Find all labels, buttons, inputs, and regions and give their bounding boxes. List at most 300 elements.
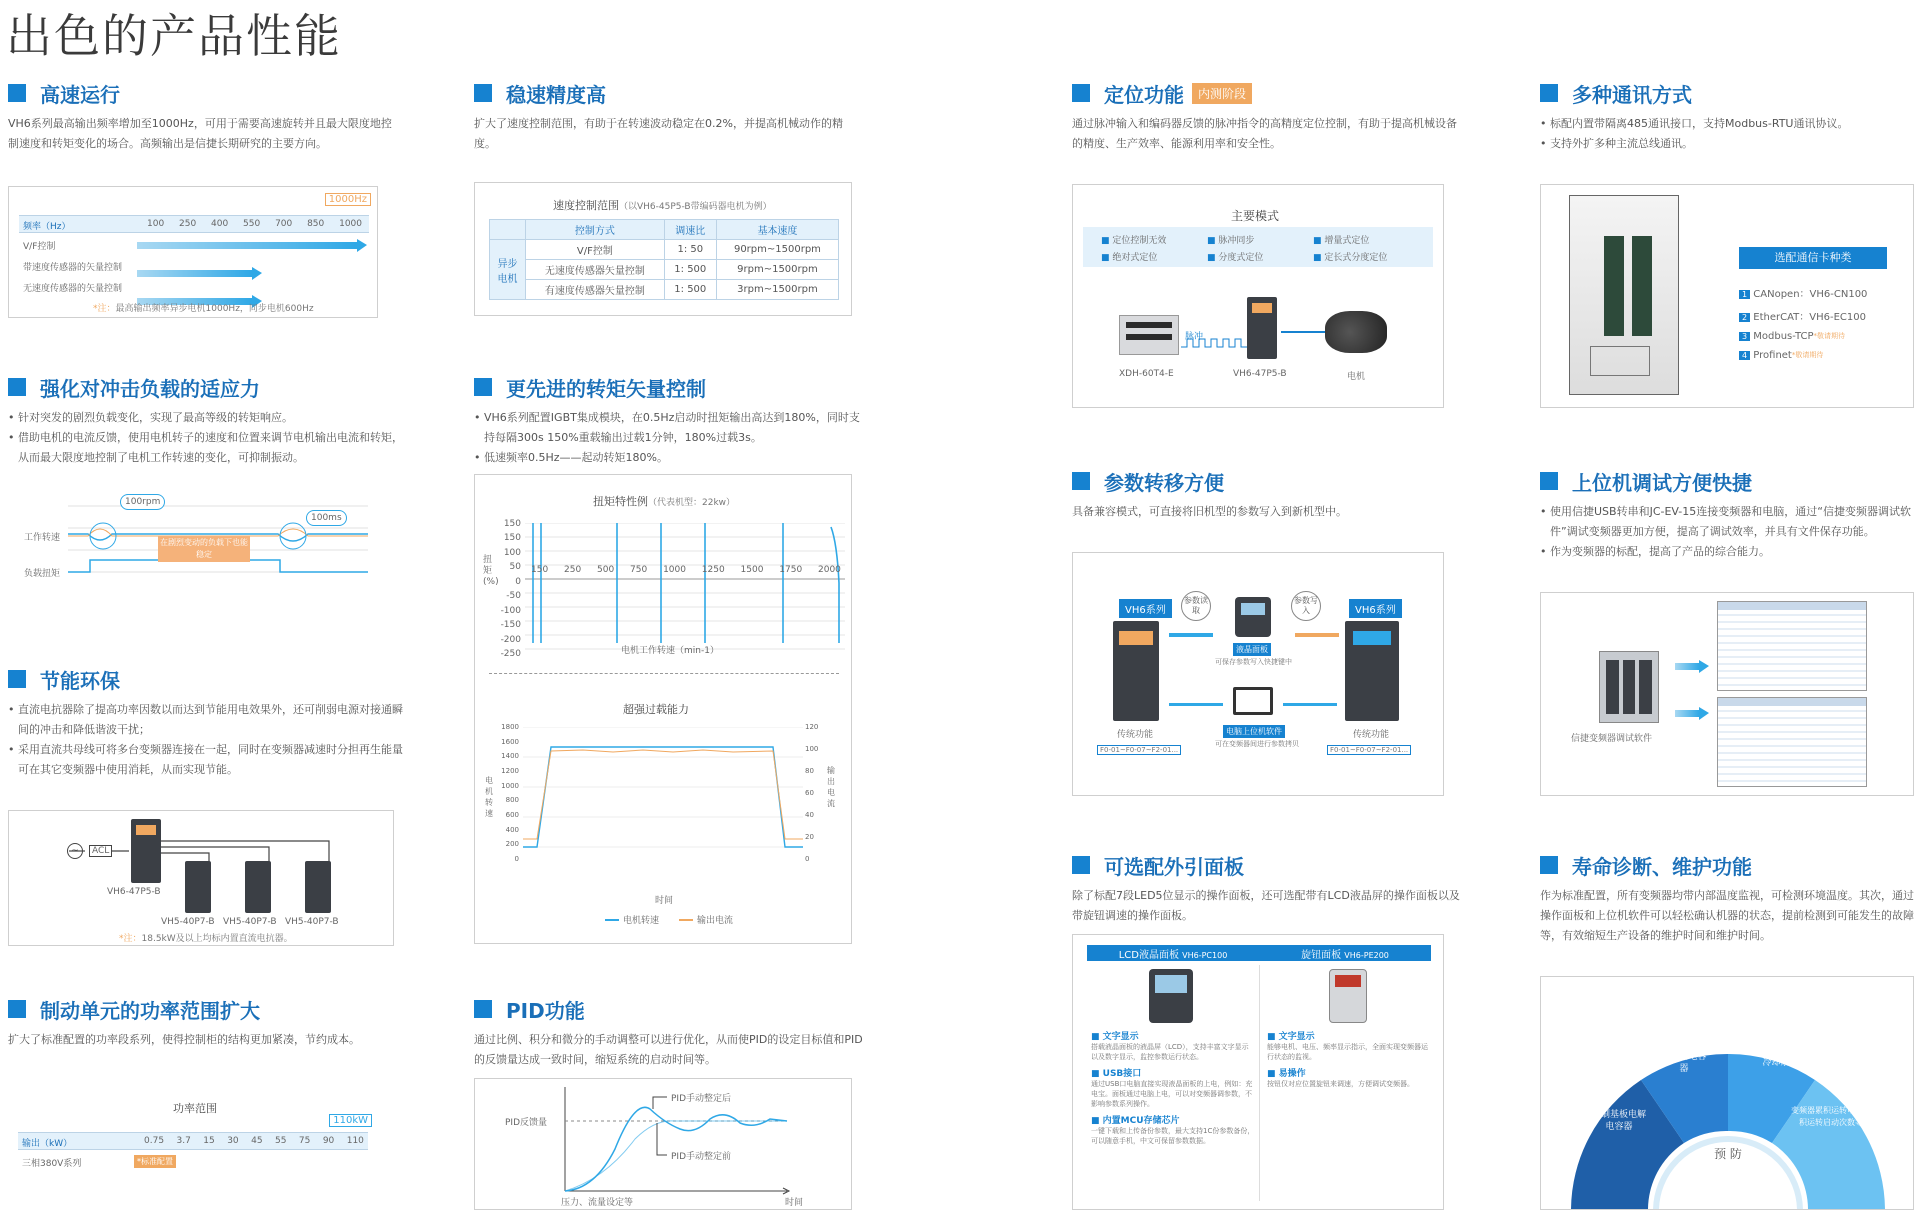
overload-yl: 电机转速 (485, 776, 493, 818)
inverter-exploded-image (1569, 195, 1679, 395)
mode-label: 分度式定位 (1218, 253, 1264, 263)
power-tick: 3.7 (176, 1136, 191, 1146)
segment-label: 冷却扇 (1762, 1058, 1790, 1068)
feature-desc: 一键下载和上传备份参数，最大支持1C份参数备份，可以随意手机，中文可保留参数数据。 (1091, 1127, 1255, 1145)
pid-ylabel: PID反馈量 (505, 1118, 548, 1128)
table-cell: 1: 500 (664, 260, 716, 280)
mode-label: 定位控制无效 (1112, 236, 1167, 246)
list-item: • 标配内置带隔离485通讯接口，支持Modbus-RTU通讯协议。 (1540, 114, 1910, 134)
overload-ytick: 600 (505, 810, 519, 819)
section-high-speed (8, 78, 418, 154)
overload-ytick: 1000 (501, 781, 519, 790)
torque-title-line (593, 493, 735, 509)
power-tick: 90 (322, 1136, 335, 1146)
table-header-row (490, 220, 839, 240)
overload-ytick-right: 0 (805, 855, 810, 863)
table-title: 速度控制范围 (553, 199, 619, 212)
feature-marker: ■ (1091, 1032, 1103, 1042)
arrow-to-software (1675, 710, 1699, 717)
table-cell: 1: 50 (664, 240, 716, 260)
freq-note-line (93, 301, 314, 314)
feature-marker: ■ (1091, 1116, 1103, 1126)
section-title: 高速运行 (40, 82, 120, 107)
section-text: 除了标配7段LED5位显示的操作面板，还可选配带有LCD液晶屏的操作面板以及带旋钮调速的操作面板。 (1072, 889, 1460, 922)
table-subtitle: （以VH6-45P5-B带编码器电机为例） (619, 202, 772, 212)
section-text: 通过脉冲输入和编码器反馈的脉冲指令的高精度定位控制，有助于提高机械设备的精度、生产效率、能源利用率和安全性。 (1072, 117, 1457, 150)
new-series-chip: VH6系列 (1349, 599, 1402, 618)
freq-tick: 100 (147, 219, 165, 229)
torque-ytick: -50 (506, 591, 521, 602)
energy-note: 18.5kW及以上均标内置直流电抗器。 (141, 934, 293, 944)
knob-header (1259, 946, 1431, 961)
dc-bus-diagram (8, 810, 394, 946)
feature-title (1091, 1066, 1255, 1079)
feature-title-text: 文字显示 (1278, 1032, 1315, 1042)
overload-title: 超强过载能力 (623, 703, 689, 716)
panel-chip: 液晶面板 (1233, 643, 1271, 656)
old-function-label: 传统功能 (1117, 730, 1154, 740)
mode-label: 增量式定位 (1324, 236, 1370, 246)
legend-label: 电机转速 (623, 916, 660, 926)
link-line (1281, 331, 1325, 333)
section-title: 制动单元的功率范围扩大 (40, 998, 260, 1023)
torque-subtitle: （代表机型：22kw） (648, 498, 736, 508)
pid-chart (474, 1078, 852, 1210)
lcd-panel-image (1235, 597, 1271, 637)
overload-ytick: 1600 (501, 737, 519, 746)
torque-ylabel: 扭矩(%) (483, 555, 499, 587)
write-badge (1291, 591, 1321, 621)
section-list (1540, 114, 1910, 154)
pid-plot (475, 1079, 852, 1210)
section-pc-debug (1540, 466, 1920, 562)
chart-title: 功率范围 (173, 1102, 217, 1115)
sub-inverter-label: VH5-40P7-B (161, 917, 215, 927)
list-item: • 针对突发的剧烈负载变化，实现了最高等级的转矩响应。 (8, 408, 403, 428)
mode-item: ■ 增量式定位 (1313, 236, 1370, 246)
list-item: • 直流电抗器除了提高功率因数以而达到节能用电效果外，还可削弱电源对接通瞬间的冲击和降低谐波干扰； (8, 700, 403, 740)
torque-charts-box (474, 474, 852, 944)
lcd-features (1091, 1029, 1255, 1146)
torque-xlabel: 电机工作转速（min-1） (621, 646, 719, 656)
torque-xtick: 2000 (818, 565, 841, 575)
panel-divider (1259, 965, 1260, 1201)
table-corner (490, 220, 526, 240)
section-title: 更先进的转矩矢量控制 (506, 376, 706, 401)
section-marker (1540, 856, 1558, 874)
section-title: 上位机调试方便快捷 (1572, 470, 1752, 495)
label-torque: 负载扭矩 (24, 569, 61, 579)
section-title: 节能环保 (40, 668, 120, 693)
mode-label: 绝对式定位 (1112, 253, 1158, 263)
inverters-image (1599, 651, 1659, 723)
table-cell: V/F控制 (526, 240, 665, 260)
section-communication (1540, 78, 1920, 154)
freq-row-label: 无速度传感器的矢量控制 (23, 284, 123, 294)
torque-ytick: 50 (509, 562, 521, 573)
old-code: F0-01~F0-07~F2-01... (1097, 745, 1181, 755)
badge-ms: 100ms (306, 510, 347, 526)
section-title: 可选配外引面板 (1104, 854, 1244, 879)
stable-text: 在剧烈变动的负载下也能稳定 (160, 538, 248, 559)
badge-rpm: 100rpm (120, 494, 165, 510)
section-param-transfer (1072, 466, 1482, 522)
torque-ytick: -150 (500, 620, 521, 631)
pc-debug-box (1540, 592, 1914, 796)
freq-row-label: V/F控制 (23, 242, 56, 252)
section-brake-unit (8, 994, 418, 1050)
stable-text-2: 转速稳定 (188, 562, 220, 571)
freq-tick: 400 (211, 219, 229, 229)
new-inverter-image (1345, 621, 1399, 721)
section-marker (1072, 472, 1090, 490)
section-marker (8, 1000, 26, 1018)
power-range-chart (8, 1098, 378, 1178)
device-label: 电机 (1347, 372, 1366, 382)
section-title: 稳速精度高 (506, 82, 606, 107)
section-title: 寿命诊断、维护功能 (1572, 854, 1752, 879)
overload-ytick: 800 (505, 796, 519, 805)
feature-desc: 能够电机、电压、频率显示指示，全面实现变频器运行状态的监视。 (1267, 1043, 1428, 1061)
section-marker (1540, 84, 1558, 102)
section-marker (474, 378, 492, 396)
card-number: 2 (1739, 313, 1750, 322)
mode-item: ■ 定位控制无效 (1101, 236, 1167, 246)
table-cell: 90rpm~1500rpm (716, 240, 838, 260)
sub-inverter-image (185, 861, 211, 913)
modes-grid (1083, 227, 1433, 267)
table-header-cell: 调速比 (664, 220, 716, 240)
section-list (8, 408, 403, 468)
list-item: • 采用直流共母线可将多台变频器连接在一起，同时在变频器减速时分担再生能量可在其它变频器中使用消耗，从而实现节能。 (8, 740, 403, 780)
param-transfer-box (1072, 552, 1444, 796)
software-window-2 (1717, 697, 1867, 787)
note-mark: *注： (119, 934, 142, 944)
segment-label: 主电路电容器 (1661, 1052, 1707, 1074)
list-item: • 借助电机的电流反馈，使用电机转子的速度和位置来调节电机输出电流和转矩，从而最大限度地控制了电机工作转速的变化，可抑制振动。 (8, 428, 403, 468)
section-speed-accuracy (474, 78, 884, 154)
section-marker (8, 84, 26, 102)
section-text: 通过比例、积分和微分的手动调整可以进行优化，从而使PID的设定目标值和PID的反馈量达成一致时间，缩短系统的启动时间等。 (474, 1033, 863, 1066)
freq-note: 最高输出频率异步电机1000Hz，同步电机600Hz (115, 304, 314, 314)
page-title: 出色的产品性能 (6, 9, 342, 63)
torque-ytick: 100 (503, 547, 521, 558)
torque-xtick: 1500 (740, 565, 764, 575)
section-text: 具备兼容模式，可直接将旧机型的参数写入到新机型中。 (1072, 505, 1347, 518)
pid-xlabel: 压力、流量设定等 (561, 1198, 634, 1208)
list-item: • VH6系列配置IGBT集成模块，在0.5Hz启动时扭矩输出高达到180%，同时支持每隔300s 150%重载输出过载1分钟，180%过载3s。 (474, 408, 864, 448)
lcd-panel-image (1149, 969, 1193, 1023)
new-function-label: 传统功能 (1353, 730, 1390, 740)
freq-ticks (147, 219, 362, 229)
mode-label: 脉冲同步 (1218, 236, 1255, 246)
pc-note: 可在变频器间进行参数拷贝 (1215, 740, 1299, 748)
pulse-label: 脉冲 (1185, 332, 1204, 342)
overload-ytick: 1200 (501, 766, 519, 775)
card-extra: *敬请期待 (1813, 332, 1845, 340)
feature-marker: ■ (1267, 1032, 1279, 1042)
pc-arrow-right (1283, 703, 1337, 706)
freq-tick: 700 (275, 219, 293, 229)
lcd-model: VH6-PC100 (1182, 950, 1228, 960)
feature-marker: ■ (1267, 1069, 1279, 1079)
section-text: 扩大了标准配置的功率段系列，使得控制柜的结构更加紧凑，节约成本。 (8, 1033, 360, 1046)
overload-ytick-right: 40 (805, 811, 814, 819)
card-number: 3 (1739, 332, 1750, 341)
list-item: • 使用信捷USB转串和JC-EV-15连接变频器和电脑，通过“信捷变频器调试软件”调试变频器更加方便，提高了调试效率，并具有文件保存功能。 (1540, 502, 1914, 542)
card-number: 4 (1739, 351, 1750, 360)
table-title-line (553, 197, 772, 213)
freq-tick: 1000 (339, 219, 362, 229)
knob-title: 旋钮面板 (1301, 949, 1342, 961)
feature-title-text: 易操作 (1278, 1069, 1306, 1079)
section-list (1540, 502, 1914, 562)
lcd-header (1087, 946, 1259, 961)
torque-xtick: 1000 (663, 565, 686, 575)
freq-label: 频率（Hz） (23, 222, 71, 232)
freq-bar-vf (137, 242, 357, 249)
mode-label: 定长式分度定位 (1324, 253, 1388, 263)
section-text: VH6系列最高输出频率增加至1000Hz，可用于需要高速旋转并且最大限度地控制速度和转矩变化的场合。高频输出是信捷长期研究的主要方向。 (8, 117, 392, 150)
legend-item (679, 913, 733, 926)
torque-ytick: -100 (500, 605, 521, 616)
torque-xtick: 750 (630, 565, 648, 575)
beta-tag: 内测阶段 (1192, 83, 1252, 104)
plc-image (1119, 315, 1179, 355)
pid-time: 时间 (785, 1198, 804, 1208)
speed-range-table (489, 219, 839, 300)
freq-tick: 250 (179, 219, 197, 229)
knob-model: VH6-PE200 (1344, 950, 1389, 960)
section-title: PID功能 (506, 998, 585, 1023)
label-speed: 工作转速 (24, 533, 61, 543)
software-label: 信捷变频器调试软件 (1571, 734, 1653, 744)
read-badge (1181, 591, 1211, 621)
section-text: 扩大了速度控制范围，有助于在转速波动稳定在0.2%，并提高机械动作的精度。 (474, 117, 843, 150)
power-tick: 45 (251, 1136, 263, 1146)
overload-yticks-right (805, 723, 823, 863)
segment-label: 变频器累积运转电机累积运转启动次数等 (1791, 1106, 1871, 1127)
lcd-title: LCD液晶面板 (1118, 949, 1179, 961)
table-row (490, 240, 839, 260)
overload-xlabel: 时间 (655, 896, 674, 906)
mode-item: ■ 脉冲同步 (1207, 236, 1255, 246)
positioning-box (1072, 184, 1444, 408)
torque-xtick: 150 (531, 565, 549, 575)
table-header-cell: 基本速度 (716, 220, 838, 240)
note-mark: *注： (93, 304, 116, 314)
power-tick: 30 (227, 1136, 239, 1146)
torque-yticks (497, 519, 521, 659)
feature-desc: 通过USB口电脑直接实现液晶面板的上电，例如：充电宝。面板通过电脑上电，可以对变频器调参数，不影响参数系列操作。 (1091, 1080, 1253, 1108)
energy-note-line (119, 931, 293, 944)
sub-inverter-label: VH5-40P7-B (223, 917, 277, 927)
feature-title (1267, 1066, 1431, 1079)
card-text: CANopen：VH6-CN100 (1753, 289, 1868, 300)
card-item (1739, 285, 1899, 300)
power-series: 三相380V系列 (22, 1159, 82, 1169)
torque-plot (525, 523, 845, 659)
section-marker (474, 84, 492, 102)
section-text: 作为标准配置，所有变频器均带内部温度监视，可检测环境温度。其次，通过操作面板和上位机软件可以轻松确认机器的状态，提前检测到可能发生的故障等，有效缩短生产设备的维护时间和维护时间。 (1540, 889, 1914, 942)
table-cell: 无速度传感器矢量控制 (526, 260, 665, 280)
sub-inverter-label: VH5-40P7-B (285, 917, 339, 927)
section-energy (8, 664, 418, 780)
torque-title: 扭矩特性例 (593, 495, 648, 508)
list-item: • 低速频率0.5Hz——起动转矩180%。 (474, 448, 864, 468)
overload-legend (605, 913, 733, 926)
write-label: 参数写入 (1294, 596, 1318, 615)
speed-range-table-box (474, 182, 852, 316)
freq-header (19, 215, 369, 233)
overload-ytick-right: 80 (805, 767, 814, 775)
legend-label: 输出电流 (697, 916, 734, 926)
card-text: EtherCAT：VH6-EC100 (1753, 312, 1866, 323)
power-tick: 110 (346, 1136, 364, 1146)
section-marker (8, 670, 26, 688)
section-torque-control (474, 372, 884, 468)
legend-swatch (679, 919, 693, 921)
torque-ytick: 0 (515, 576, 521, 587)
table-cell: 3rpm~1500rpm (716, 280, 838, 300)
power-tick: 0.75 (144, 1136, 165, 1146)
feature-title (1267, 1029, 1431, 1042)
pc-arrow-left (1169, 703, 1223, 706)
inverter-image (1247, 297, 1277, 359)
overload-ytick: 1800 (501, 723, 519, 731)
section-marker (1540, 472, 1558, 490)
motor-image (1325, 311, 1387, 353)
ac-source-icon: ~ (67, 843, 83, 859)
feature-title (1091, 1029, 1255, 1042)
pc-chip: 电脑上位机软件 (1223, 725, 1285, 738)
feature-desc: 按钮仅对应位置旋钮来调速，方便调试变频器。 (1267, 1080, 1414, 1088)
feature-title-text: 内置MCU存储芯片 (1102, 1116, 1180, 1126)
freq-row-label: 带速度传感器的矢量控制 (23, 263, 123, 273)
overload-ytick-right: 60 (805, 789, 814, 797)
card-number: 1 (1739, 290, 1750, 299)
pid-after: PID手动整定后 (671, 1094, 732, 1104)
overload-ytick: 0 (514, 854, 519, 863)
section-title: 强化对冲击负载的适应力 (40, 376, 260, 401)
overload-yr: 输出电流 (827, 766, 835, 808)
torque-xtick: 250 (564, 565, 582, 575)
section-list (8, 700, 403, 780)
section-title: 参数转移方便 (1104, 470, 1224, 495)
impact-diagram (8, 488, 378, 598)
feature-title (1091, 1113, 1255, 1126)
new-code: F0-01~F0-07~F2-01... (1327, 745, 1411, 755)
section-title: 多种通讯方式 (1572, 82, 1692, 107)
chart-divider (489, 673, 839, 674)
card-item (1739, 350, 1899, 361)
read-arrow (1169, 633, 1213, 637)
mode-item: ■ 分度式定位 (1207, 253, 1264, 263)
acl-label: ACL (89, 845, 112, 857)
power-header (18, 1132, 368, 1150)
card-list (1739, 285, 1899, 369)
torque-ytick: 150 (503, 533, 521, 544)
table-row (490, 280, 839, 300)
power-badge: 110kW (329, 1114, 372, 1127)
power-ticks (144, 1136, 364, 1146)
power-tick: 55 (275, 1136, 287, 1146)
segment-label: 印刷基板电解电容器 (1591, 1110, 1646, 1132)
section-marker (1072, 84, 1090, 102)
read-label: 参数读取 (1184, 596, 1208, 615)
mode-item: ■ 定长式分度定位 (1313, 253, 1388, 263)
device-label: XDH-60T4-E (1119, 369, 1174, 379)
center-label: 预 防 (1714, 1147, 1742, 1161)
write-arrow (1295, 633, 1339, 637)
mode-item: ■ 绝对式定位 (1101, 253, 1158, 263)
list-item: • 支持外扩多种主流总线通讯。 (1540, 134, 1910, 154)
card-extra: *敬请期待 (1791, 351, 1824, 359)
table-row-label: 异步电机 (490, 240, 526, 300)
freq-badge: 1000Hz (325, 193, 371, 206)
table-cell: 1: 500 (664, 280, 716, 300)
legend-item (605, 913, 659, 926)
old-inverter-image (1113, 621, 1159, 721)
table-row (490, 260, 839, 280)
card-item (1739, 331, 1899, 342)
torque-ytick: -200 (500, 634, 521, 645)
overload-ytick: 400 (505, 825, 519, 834)
table-cell: 9rpm~1500rpm (716, 260, 838, 280)
pid-before: PID手动整定前 (671, 1152, 732, 1162)
table-header-cell: 控制方式 (526, 220, 665, 240)
torque-xticks (531, 565, 841, 575)
overload-ytick-right: 120 (805, 723, 819, 731)
panel-compare-box (1072, 934, 1444, 1210)
torque-xtick: 1750 (779, 565, 803, 575)
card-text: Modbus-TCP (1753, 331, 1814, 342)
power-tick: 75 (298, 1136, 311, 1146)
feature-desc: 搭载液晶面板的液晶屏（LCD），支持丰富文字显示以及数字显示，监控参数运行状态。 (1091, 1043, 1249, 1061)
lifetime-diagram (1540, 976, 1914, 1210)
freq-bar-sensor (137, 270, 252, 277)
power-series-tag: *标准配置 (134, 1155, 176, 1168)
section-marker (8, 378, 26, 396)
feature-title-text: 文字显示 (1102, 1032, 1139, 1042)
card-list-title: 选配通信卡种类 (1739, 247, 1887, 269)
feature-title-text: USB接口 (1102, 1069, 1142, 1079)
section-lifetime (1540, 850, 1920, 946)
legend-swatch (605, 919, 619, 921)
overload-yticks-left (497, 723, 519, 863)
software-window-1 (1717, 601, 1867, 691)
main-inverter-label: VH6-47P5-B (107, 887, 161, 897)
main-inverter-image (131, 819, 161, 883)
torque-xtick: 1250 (701, 565, 725, 575)
power-label: 输出（kW） (22, 1139, 73, 1149)
feature-marker: ■ (1091, 1069, 1103, 1079)
list-item: • 作为变频器的标配，提高了产品的综合能力。 (1540, 542, 1914, 562)
sub-inverter-image (305, 861, 331, 913)
freq-chart (8, 186, 378, 318)
table-cell: 有速度传感器矢量控制 (526, 280, 665, 300)
panel-note: 可保存参数写入快捷键中 (1215, 658, 1292, 666)
torque-ytick: 150 (503, 519, 521, 529)
comm-card-box (1540, 184, 1914, 408)
arrow-to-software (1675, 663, 1699, 670)
panel-header (1087, 945, 1431, 961)
section-external-panel (1072, 850, 1482, 926)
section-marker (474, 1000, 492, 1018)
freq-tick: 550 (243, 219, 261, 229)
overload-plot (523, 727, 803, 863)
pulse-wave (1181, 325, 1251, 355)
